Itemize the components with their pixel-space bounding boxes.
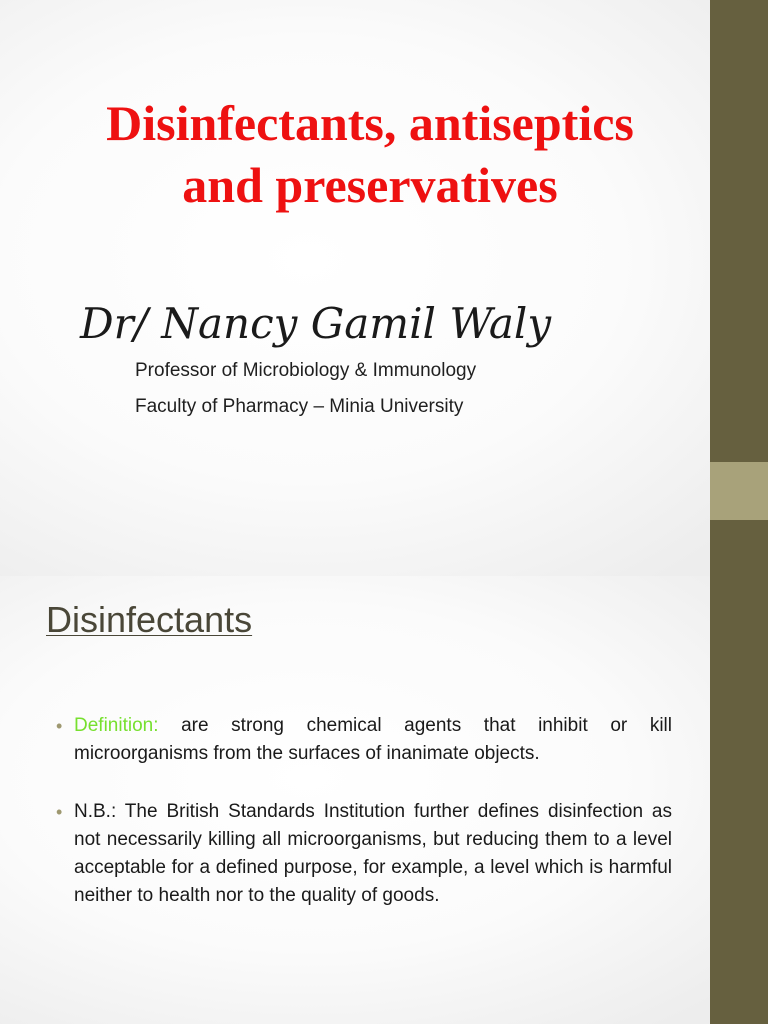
- slide-title: [30, 92, 710, 216]
- note-text: N.B.: The British Standards Institution further defines disinfection as not necessarily killing all microorganisms, but reducing them to a level acceptable for a defined purpose, for example, a level which is harmful neither to health nor to the quality of goods.: [74, 801, 672, 906]
- title-line-2: and preservatives: [182, 157, 558, 213]
- bullet-list: [56, 712, 672, 940]
- slide-sidebar: [710, 576, 768, 1024]
- author-name: Dr/ Nancy Gamil Waly: [80, 299, 552, 348]
- bullet-note: [56, 798, 672, 910]
- bullet-icon: •: [56, 716, 63, 736]
- bullet-definition: [56, 712, 672, 768]
- title-line-1: Disinfectants, antiseptics: [106, 95, 634, 151]
- definition-text: are strong chemical agents that inhibit or kill microorganisms from the surfaces of inanimate objects.: [74, 715, 672, 764]
- sidebar-accent-block: [710, 462, 768, 520]
- definition-term: Definition:: [74, 715, 159, 736]
- bullet-icon: •: [56, 802, 63, 822]
- author-institution: Faculty of Pharmacy – Minia University: [135, 396, 464, 417]
- slide-heading: Disinfectants: [46, 599, 253, 640]
- content-slide: [0, 576, 768, 1024]
- author-position: Professor of Microbiology & Immunology: [135, 360, 477, 381]
